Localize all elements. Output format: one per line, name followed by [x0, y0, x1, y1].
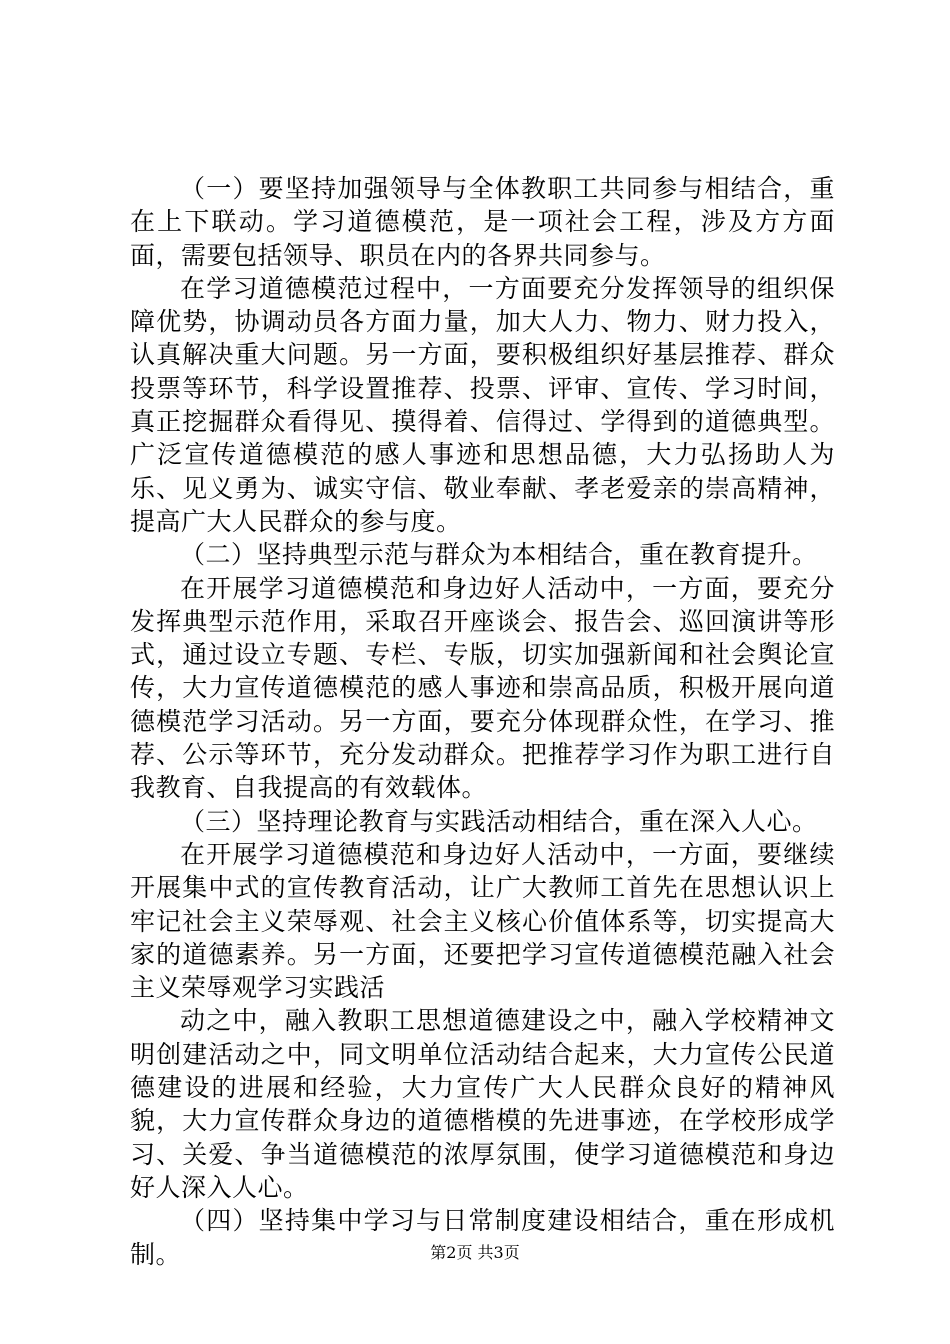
- paragraph-section-3-heading: （三）坚持理论教育与实践活动相结合，重在深入人心。: [180, 806, 818, 836]
- paragraph-section-1-heading: （一）要坚持加强领导与全体教职工共同参与相结合，重在上下联动。学习道德模范，是一项社会工程，涉及方方面面，需要包括领导、职员在内的各界共同参与。: [130, 174, 835, 270]
- paragraph-section-2-body: 在开展学习道德模范和身边好人活动中，一方面，要充分发挥典型示范作用，采取召开座谈会、报告会、巡回演讲等形式，通过设立专题、专栏、专版，切实加强新闻和社会舆论宣传，大力宣传道德模范的感人事迹和崇高品质，积极开展向道德模范学习活动。另一方面，要充分体现群众性，在学习、推荐、公示等环节，充分发动群众。把推荐学习作为职工进行自我教育、自我提高的有效载体。: [130, 573, 835, 803]
- paragraph-section-2-heading: （二）坚持典型示范与群众为本相结合，重在教育提升。: [180, 540, 818, 570]
- document-body: [130, 172, 835, 1271]
- paragraph-section-3-continuation: 动之中，融入教职工思想道德建设之中，融入学校精神文明创建活动之中，同文明单位活动结合起来，大力宣传公民道德建设的进展和经验，大力宣传广大人民群众良好的精神风貌，大力宣传群众身边的道德楷模的先进事迹，在学校形成学习、关爱、争当道德模范的浓厚氛围，使学习道德模范和身边好人深入人心。: [130, 1006, 835, 1202]
- paragraph-section-4-heading: （四）坚持集中学习与日常制度建设相结合，重在形成机制。: [130, 1206, 835, 1269]
- paragraph-section-3-body: 在开展学习道德模范和身边好人活动中，一方面，要继续开展集中式的宣传教育活动，让广大教师工首先在思想认识上牢记社会主义荣辱观、社会主义核心价值体系等，切实提高大家的道德素养。另一方面，还要把学习宣传道德模范融入社会主义荣辱观学习实践活: [130, 839, 835, 1003]
- paragraph-section-1-body: 在学习道德模范过程中，一方面要充分发挥领导的组织保障优势，协调动员各方面力量，加大人力、物力、财力投入，认真解决重大问题。另一方面，要积极组织好基层推荐、群众投票等环节，科学设置推荐、投票、评审、宣传、学习时间，真正挖掘群众看得见、摸得着、信得过、学得到的道德典型。广泛宣传道德模范的感人事迹和思想品德，大力弘扬助人为乐、见义勇为、诚实守信、敬业奉献、孝老爱亲的崇高精神，提高广大人民群众的参与度。: [130, 273, 835, 536]
- page-number-footer: 第2页 共3页: [430, 1243, 520, 1262]
